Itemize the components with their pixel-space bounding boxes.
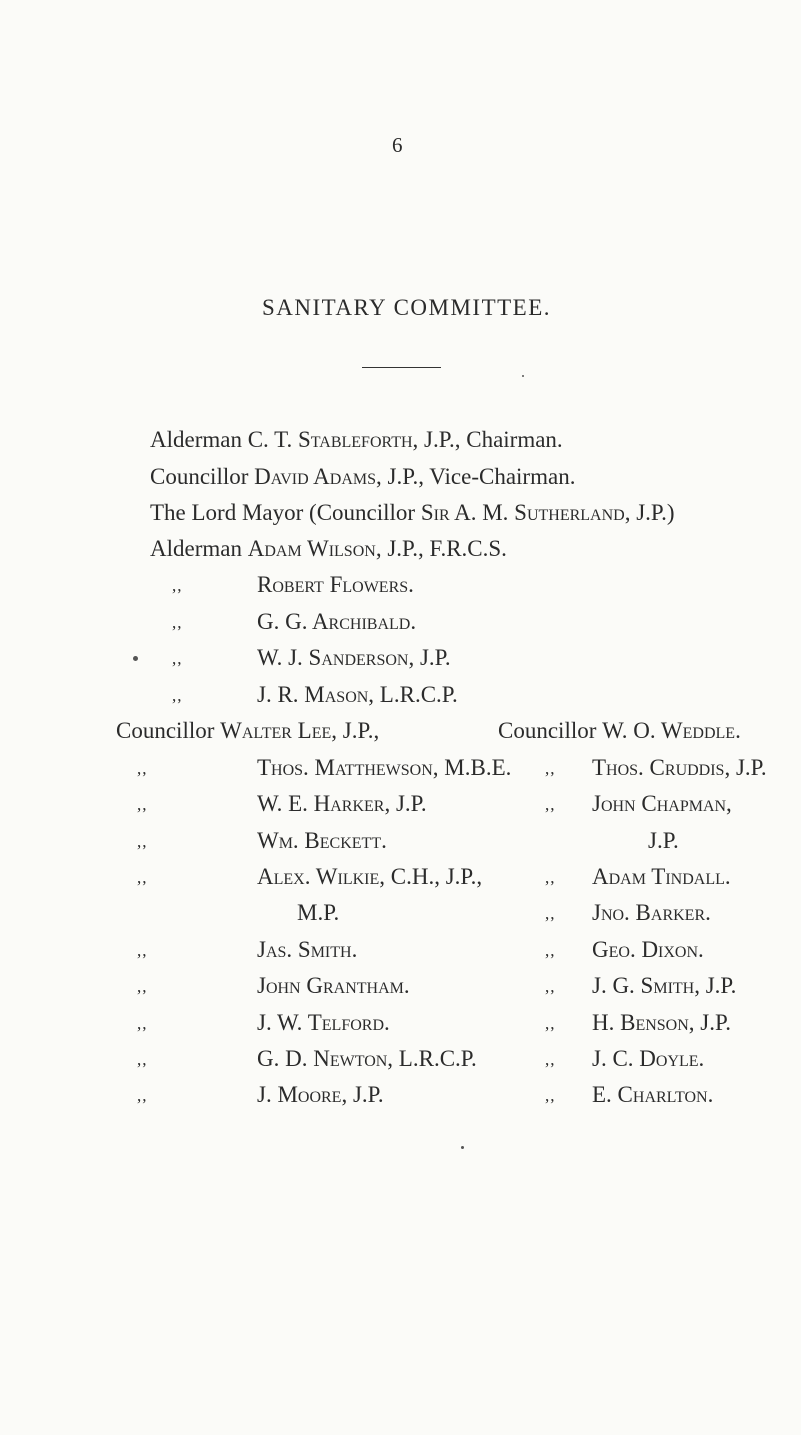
alderman-name: W. J. Sanderson, J.P.: [257, 645, 451, 670]
ditto-mark: ,,: [137, 1086, 148, 1105]
councillor-role: Councillor: [116, 718, 215, 743]
speck: [461, 1146, 464, 1149]
councillor-right: J. G. Smith, J.P.: [592, 973, 737, 998]
councillor-header-right: [498, 716, 741, 746]
councillor-right: E. Charlton.: [592, 1082, 714, 1107]
officer-name: David Adams, J.P.,: [254, 464, 424, 489]
speck: [522, 375, 524, 377]
page-number: 6: [392, 133, 403, 157]
officer-name: Adam Wilson, J.P., F.R.C.S.: [247, 536, 507, 561]
councillor-left: J. W. Telford.: [257, 1010, 390, 1035]
councillor-left: W. E. Harker, J.P.: [257, 791, 427, 816]
speck: [133, 656, 138, 661]
ditto-mark: ,,: [545, 904, 556, 923]
alderman-name: J. R. Mason, L.R.C.P.: [257, 682, 458, 707]
ditto-mark: ,,: [137, 759, 148, 778]
councillor-right: H. Benson, J.P.: [592, 1010, 731, 1035]
councillor-left: Wm. Beckett.: [257, 828, 387, 853]
officer-role: Alderman: [150, 536, 242, 561]
ditto-mark: ,,: [137, 977, 148, 996]
ditto-mark: ,,: [137, 941, 148, 960]
officer-suffix: Chairman.: [466, 427, 563, 452]
councillor-left: G. D. Newton, L.R.C.P.: [257, 1046, 477, 1071]
councillor-right: Adam Tindall.: [592, 864, 731, 889]
page-title: SANITARY COMMITTEE.: [262, 295, 552, 320]
ditto-mark: ,,: [545, 868, 556, 887]
councillor-right: Jno. Barker.: [592, 900, 711, 925]
ditto-mark: ,,: [137, 832, 148, 851]
ditto-mark: ,,: [545, 1086, 556, 1105]
officer-row: [150, 534, 507, 564]
ditto-mark: ,,: [137, 1014, 148, 1033]
officer-row: [150, 425, 563, 455]
councillor-left: Alex. Wilkie, C.H., J.P.,: [257, 864, 483, 889]
councillor-left-continuation: M.P.: [297, 900, 340, 925]
councillor-role: Councillor: [498, 718, 597, 743]
ditto-mark: ,,: [545, 795, 556, 814]
councillor-name: Walter Lee, J.P.,: [220, 718, 380, 743]
ditto-mark: ,,: [137, 1050, 148, 1069]
councillor-left: John Grantham.: [257, 973, 410, 998]
ditto-mark: ,,: [172, 649, 183, 668]
officer-role: Alderman: [150, 427, 242, 452]
title-divider: [362, 367, 441, 368]
councillor-left: Jas. Smith.: [257, 937, 358, 962]
officer-role: The Lord Mayor (Councillor: [150, 500, 416, 525]
alderman-name: Robert Flowers.: [257, 572, 414, 597]
councillor-right: Thos. Cruddis, J.P.: [592, 755, 767, 780]
ditto-mark: ,,: [172, 576, 183, 595]
ditto-mark: ,,: [545, 1014, 556, 1033]
ditto-mark: ,,: [545, 1050, 556, 1069]
ditto-mark: ,,: [172, 613, 183, 632]
ditto-mark: ,,: [545, 941, 556, 960]
ditto-mark: ,,: [172, 686, 183, 705]
officer-row: [150, 462, 575, 492]
councillor-right: J. C. Doyle.: [592, 1046, 705, 1071]
councillor-name: W. O. Weddle.: [602, 718, 741, 743]
ditto-mark: ,,: [137, 795, 148, 814]
alderman-name: G. G. Archibald.: [257, 609, 417, 634]
councillor-left: Thos. Matthewson, M.B.E.: [257, 755, 512, 780]
officer-name: C. T. Stableforth, J.P.,: [247, 427, 461, 452]
councillor-left: J. Moore, J.P.: [257, 1082, 384, 1107]
councillor-right: John Chapman,: [592, 791, 732, 816]
officer-name: Sir A. M. Sutherland, J.P.): [420, 500, 675, 525]
councillor-header-left: [116, 716, 379, 746]
councillor-right-continuation: J.P.: [648, 828, 679, 853]
councillor-right: Geo. Dixon.: [592, 937, 704, 962]
ditto-mark: ,,: [137, 868, 148, 887]
ditto-mark: ,,: [545, 977, 556, 996]
officer-row: [150, 498, 675, 528]
ditto-mark: ,,: [545, 759, 556, 778]
officer-role: Councillor: [150, 464, 249, 489]
officer-suffix: Vice-Chairman.: [429, 464, 576, 489]
